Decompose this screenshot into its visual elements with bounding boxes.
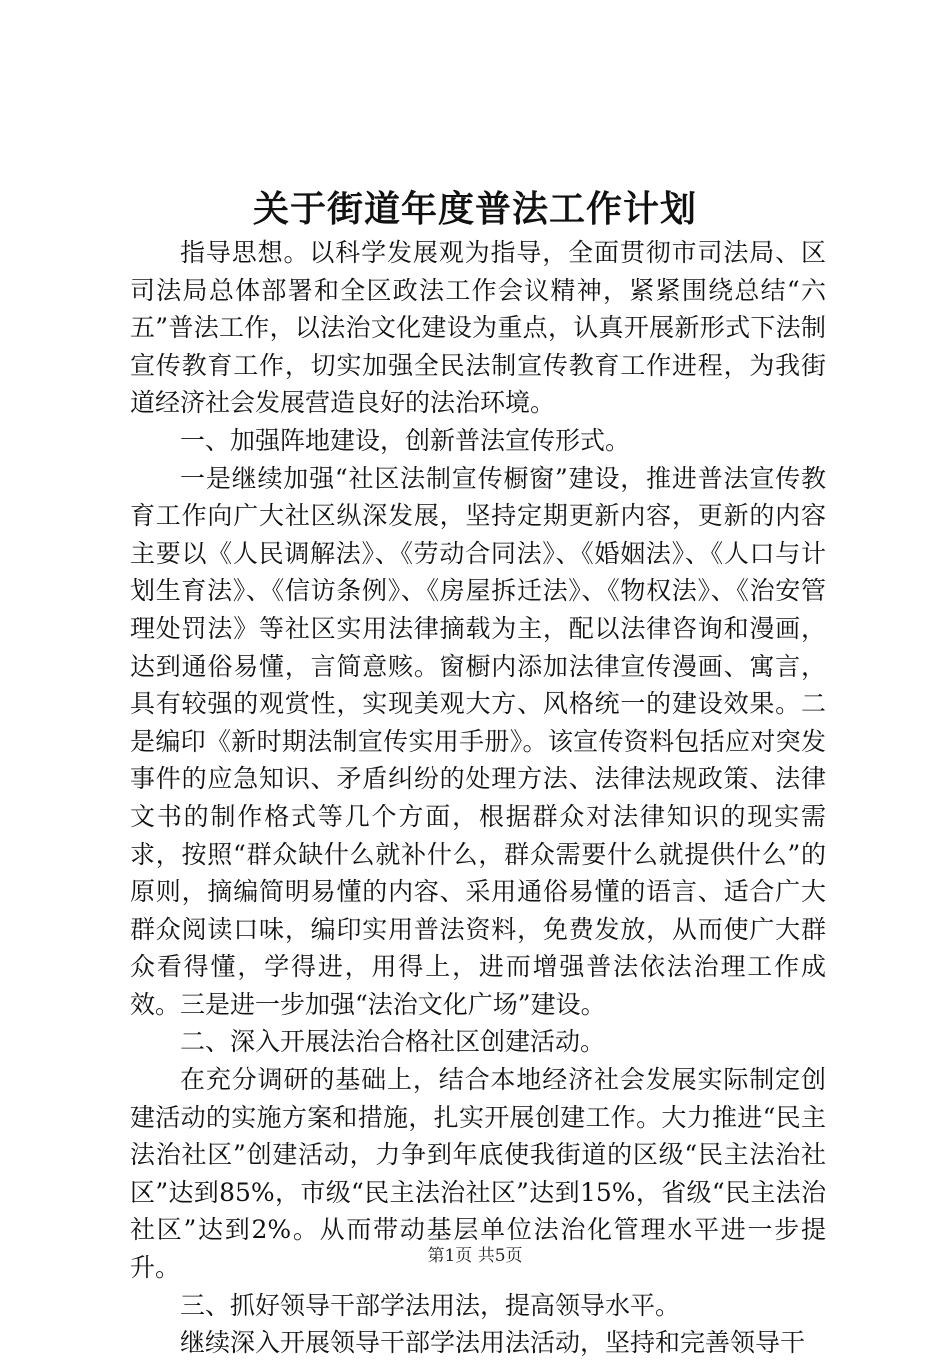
section-heading-3: 三、抓好领导干部学法用法，提高领导水平。 bbox=[180, 1290, 681, 1320]
paragraph-section-1: 一是继续加强“社区法制宣传橱窗”建设，推进普法宣传教育工作向广大社区纵深发展，坚持定期更新内容，更新的内容主要以《人民调解法》、《劳动合同法》、《婚姻法》、《人口与计划生育法》、《信访条例》、《房屋拆迁法》、《物权法》、《治安管理处罚法》等社区实用法律摘载为主，配以法律咨询和漫画，达到通俗易懂，言简意赅。窗橱内添加法律宣传漫画、寓言，具有较强的观赏性，实现美观大方、风格统一的建设效果。二是编印《新时期法制宣传实用手册》。该宣传资料包括应对突发事件的应急知识、矛盾纠纷的处理方法、法律法规政策、法律文书的制作格式等几个方面，根据群众对法律知识的现实需求，按照“群众缺什么就补什么，群众需要什么就提供什么”的原则，摘编简明易懂的内容、采用通俗易懂的语言、适合广大群众阅读口味，编印实用普法资料，免费发放，从而使广大群众看得懂，学得进，用得上，进而增强普法依法治理工作成效。三是进一步加强“法治文化广场”建设。 bbox=[130, 463, 826, 1019]
document-title: 关于街道年度普法工作计划 bbox=[252, 188, 697, 230]
paragraph-section-2: 在充分调研的基础上，结合本地经济社会发展实际制定创建活动的实施方案和措施，扎实开展创建工作。大力推进“民主法治社区”创建活动，力争到年底使我街道的区级“民主法治社区”达到85%，市级“民主法治社区”达到15%，省级“民主法治社区”达到2%。从而带动基层单位法治化管理水平进一步提升。 bbox=[130, 1065, 826, 1283]
page-number-footer: 第1页 共5页 bbox=[427, 1246, 523, 1266]
paragraph-guiding-ideology: 指导思想。以科学发展观为指导，全面贯彻市司法局、区司法局总体部署和全区政法工作会议精神，紧紧围绕总结“六五”普法工作，以法治文化建设为重点，认真开展新形式下法制宣传教育工作，切实加强全民法制宣传教育工作进程，为我街道经济社会发展营造良好的法治环境。 bbox=[130, 238, 826, 418]
section-heading-1: 一、加强阵地建设，创新普法宣传形式。 bbox=[180, 425, 631, 455]
paragraph-section-3: 继续深入开展领导干部学法用法活动，坚持和完善领导干 bbox=[180, 1328, 806, 1358]
document-body bbox=[130, 234, 826, 1362]
section-heading-2: 二、深入开展法治合格社区创建活动。 bbox=[180, 1027, 606, 1057]
